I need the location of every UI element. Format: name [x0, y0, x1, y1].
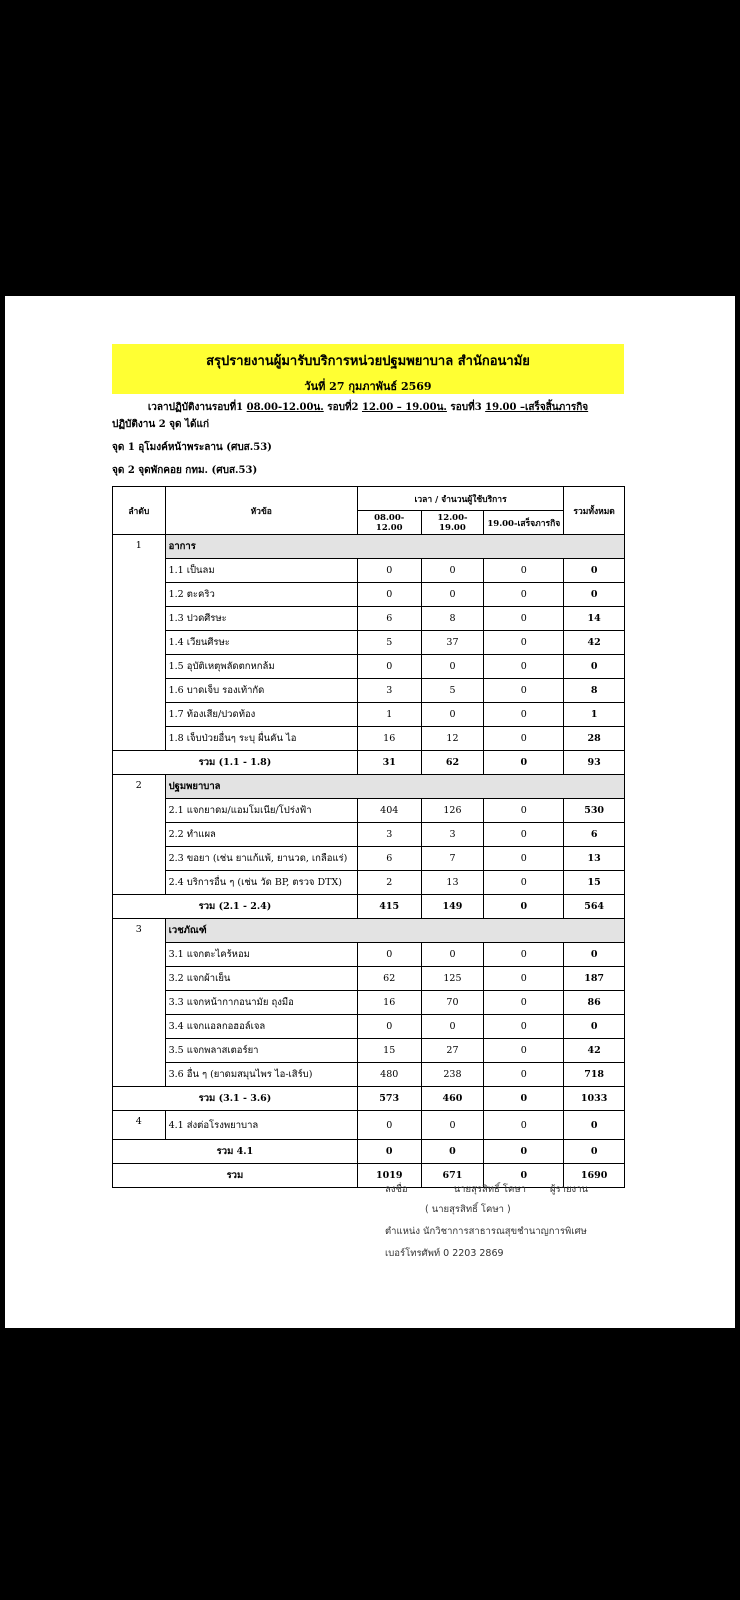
row-value: 27: [421, 1039, 484, 1063]
row-total: 86: [564, 991, 625, 1015]
row-seq: 4: [113, 1111, 166, 1140]
row-total: 28: [564, 727, 625, 751]
subtotal-value: 0: [484, 1087, 564, 1111]
row-value: 0: [484, 871, 564, 895]
subtotal-value: 0: [484, 895, 564, 919]
grand-total-value: 0: [484, 1164, 564, 1188]
report-date: วันที่ 27 กุมภาพันธ์ 2569: [304, 380, 432, 393]
row-value: 0: [484, 1063, 564, 1087]
section-header-row: [113, 775, 625, 799]
row-label: 2.2 ทำแผล: [165, 823, 357, 847]
shift-times: เวลาปฏิบัติงานรอบที่1 08.00-12.00น. รอบที่2 12.00 – 19.00น. รอบที่3 19.00 –เสร็จสิ้นภารกิจ: [147, 402, 589, 413]
row-value: 6: [357, 847, 421, 871]
row-value: 0: [484, 583, 564, 607]
row-total: 187: [564, 967, 625, 991]
header-group: เวลา / จำนวนผู้ใช้บริการ: [357, 487, 563, 511]
row-label: 3.2 แจกผ้าเย็น: [165, 967, 357, 991]
row-label: 1.7 ท้องเสีย/ปวดท้อง: [165, 703, 357, 727]
table-row: [113, 943, 625, 967]
row-value: 0: [484, 1015, 564, 1039]
row-value: 3: [421, 823, 484, 847]
info-line-3: จุด 2 จุดพักคอย กทม. (ศบส.53): [112, 465, 258, 476]
row-value: 0: [484, 631, 564, 655]
table-row: [113, 967, 625, 991]
subtotal-value: 93: [564, 751, 625, 775]
report-table: [112, 486, 625, 1188]
subtotal-label: รวม (3.1 - 3.6): [113, 1087, 358, 1111]
row-value: 480: [357, 1063, 421, 1087]
row-value: 0: [484, 655, 564, 679]
row-seq: 2: [113, 775, 166, 895]
row-total: 8: [564, 679, 625, 703]
subtotal-value: 62: [421, 751, 484, 775]
row-value: 0: [357, 1015, 421, 1039]
row-value: 0: [484, 967, 564, 991]
row-value: 0: [421, 943, 484, 967]
section-title: เวชภัณฑ์: [165, 919, 624, 943]
row-value: 0: [421, 583, 484, 607]
row-total: 13: [564, 847, 625, 871]
row-label: 3.3 แจกหน้ากากอนามัย ถุงมือ: [165, 991, 357, 1015]
row-total: 0: [564, 943, 625, 967]
row-label: 4.1 ส่งต่อโรงพยาบาล: [165, 1111, 357, 1140]
table-row: [113, 1063, 625, 1087]
row-total: 1: [564, 703, 625, 727]
row-total: 42: [564, 631, 625, 655]
info-line-2: จุด 1 อุโมงค์หน้าพระลาน (ศบส.53): [112, 442, 272, 453]
row-total: 14: [564, 607, 625, 631]
row-total: 0: [564, 1111, 625, 1140]
row-value: 0: [421, 703, 484, 727]
grand-total-label: รวม: [113, 1164, 358, 1188]
row-value: 0: [484, 607, 564, 631]
document-page: [5, 296, 735, 1328]
subtotal-value: 0: [421, 1140, 484, 1164]
row-value: 15: [357, 1039, 421, 1063]
row-label: 3.1 แจกตะไคร้หอม: [165, 943, 357, 967]
subtotal-value: 149: [421, 895, 484, 919]
row-total: 718: [564, 1063, 625, 1087]
table-row: [113, 799, 625, 823]
row-value: 0: [484, 823, 564, 847]
table-row: [113, 1111, 625, 1140]
table-row: [113, 583, 625, 607]
row-value: 12: [421, 727, 484, 751]
row-value: 62: [357, 967, 421, 991]
row-value: 0: [357, 1111, 421, 1140]
row-value: 3: [357, 823, 421, 847]
section-title: อาการ: [165, 535, 624, 559]
row-value: 0: [484, 847, 564, 871]
row-value: 0: [484, 727, 564, 751]
row-label: 1.5 อุบัติเหตุพลัดตกหกล้ม: [165, 655, 357, 679]
row-total: 6: [564, 823, 625, 847]
subtotal-value: 0: [484, 1140, 564, 1164]
table-row: [113, 1039, 625, 1063]
subtotal-value: 564: [564, 895, 625, 919]
header-seq: ลำดับ: [113, 487, 166, 535]
report-title: สรุปรายงานผู้มารับบริการหน่วยปฐมพยาบาล สำนักอนามัย: [206, 354, 530, 369]
table-row: [113, 1015, 625, 1039]
section-header-row: [113, 535, 625, 559]
row-total: 530: [564, 799, 625, 823]
subtotal-value: 0: [564, 1140, 625, 1164]
subtotal-row: [113, 1087, 625, 1111]
section-title: ปฐมพยาบาล: [165, 775, 624, 799]
row-label: 3.4 แจกแอลกอฮอล์เจล: [165, 1015, 357, 1039]
table-body: [113, 535, 625, 1188]
grand-total-value: 671: [421, 1164, 484, 1188]
row-value: 16: [357, 727, 421, 751]
row-value: 8: [421, 607, 484, 631]
row-value: 0: [484, 679, 564, 703]
signer-name-paren: ( นายสุรสิทธิ์ โคษา ): [425, 1204, 511, 1215]
table-row: [113, 823, 625, 847]
row-value: 6: [357, 607, 421, 631]
row-total: 0: [564, 1015, 625, 1039]
table-row: [113, 847, 625, 871]
row-label: 2.1 แจกยาดม/แอมโมเนีย/โปร่งฟ้า: [165, 799, 357, 823]
subtotal-value: 31: [357, 751, 421, 775]
table-row: [113, 703, 625, 727]
row-value: 0: [357, 559, 421, 583]
subtotal-value: 415: [357, 895, 421, 919]
row-value: 7: [421, 847, 484, 871]
signer-name: นายสุรสิทธิ์ โคษา: [453, 1184, 526, 1195]
row-value: 125: [421, 967, 484, 991]
row-label: 2.4 บริการอื่น ๆ (เช่น วัด BP, ตรวจ DTX): [165, 871, 357, 895]
row-value: 0: [357, 943, 421, 967]
table-row: [113, 559, 625, 583]
info-line-1: ปฏิบัติงาน 2 จุด ได้แก่: [112, 419, 210, 430]
row-value: 5: [421, 679, 484, 703]
signature-line: ลงชื่อ นายสุรสิทธิ์ โคษา ผู้รายงาน: [385, 1184, 589, 1195]
row-value: 3: [357, 679, 421, 703]
header-col1: 08.00-12.00: [357, 511, 421, 535]
row-value: 0: [421, 559, 484, 583]
table-row: [113, 991, 625, 1015]
row-value: 0: [484, 1039, 564, 1063]
row-total: 0: [564, 583, 625, 607]
subtotal-label: รวม 4.1: [113, 1140, 358, 1164]
row-value: 37: [421, 631, 484, 655]
row-label: 1.2 ตะคริว: [165, 583, 357, 607]
row-label: 3.6 อื่น ๆ (ยาดมสมุนไพร ไอ-เสิร์บ): [165, 1063, 357, 1087]
row-value: 0: [484, 559, 564, 583]
subtotal-value: 573: [357, 1087, 421, 1111]
row-label: 2.3 ขอยา (เช่น ยาแก้แพ้, ยานวด, เกลือแร่): [165, 847, 357, 871]
row-value: 2: [357, 871, 421, 895]
row-value: 0: [357, 655, 421, 679]
table-row: [113, 727, 625, 751]
row-label: 3.5 แจกพลาสเตอร์ยา: [165, 1039, 357, 1063]
subtotal-row: [113, 751, 625, 775]
row-value: 0: [484, 703, 564, 727]
signer-position: ตำแหน่ง นักวิชาการสาธารณสุขชำนาญการพิเศษ: [385, 1226, 587, 1237]
subtotal-value: 0: [484, 751, 564, 775]
row-total: 0: [564, 655, 625, 679]
row-label: 1.3 ปวดศีรษะ: [165, 607, 357, 631]
row-value: 0: [357, 583, 421, 607]
title-banner: [112, 344, 624, 394]
grand-total-value: 1690: [564, 1164, 625, 1188]
row-value: 0: [484, 991, 564, 1015]
subtotal-row: [113, 1140, 625, 1164]
row-value: 0: [484, 943, 564, 967]
row-seq: 3: [113, 919, 166, 1087]
grand-total-value: 1019: [357, 1164, 421, 1188]
row-seq: 1: [113, 535, 166, 751]
section-header-row: [113, 919, 625, 943]
header-col3: 19.00-เสร็จภารกิจ: [484, 511, 564, 535]
subtotal-value: 460: [421, 1087, 484, 1111]
row-label: 1.8 เจ็บป่วยอื่นๆ ระบุ ผื่นคัน ไอ: [165, 727, 357, 751]
row-label: 1.4 เวียนศีรษะ: [165, 631, 357, 655]
subtotal-label: รวม (1.1 - 1.8): [113, 751, 358, 775]
table-row: [113, 631, 625, 655]
row-value: 0: [484, 799, 564, 823]
header-topic: หัวข้อ: [165, 487, 357, 535]
row-value: 5: [357, 631, 421, 655]
header-col2: 12.00-19.00: [421, 511, 484, 535]
subtotal-row: [113, 895, 625, 919]
row-label: 1.1 เป็นลม: [165, 559, 357, 583]
row-value: 1: [357, 703, 421, 727]
row-value: 0: [421, 655, 484, 679]
row-value: 404: [357, 799, 421, 823]
row-total: 42: [564, 1039, 625, 1063]
row-total: 0: [564, 559, 625, 583]
row-value: 0: [484, 1111, 564, 1140]
row-value: 0: [421, 1015, 484, 1039]
row-value: 238: [421, 1063, 484, 1087]
signer-phone: เบอร์โทรศัพท์ 0 2203 2869: [385, 1248, 504, 1259]
table-row: [113, 607, 625, 631]
row-value: 13: [421, 871, 484, 895]
row-value: 126: [421, 799, 484, 823]
row-total: 15: [564, 871, 625, 895]
subtotal-label: รวม (2.1 - 2.4): [113, 895, 358, 919]
row-value: 70: [421, 991, 484, 1015]
row-value: 16: [357, 991, 421, 1015]
header-total: รวมทั้งหมด: [564, 487, 625, 535]
subtotal-value: 0: [357, 1140, 421, 1164]
table-row: [113, 655, 625, 679]
row-label: 1.6 บาดเจ็บ รองเท้ากัด: [165, 679, 357, 703]
table-row: [113, 871, 625, 895]
subtotal-value: 1033: [564, 1087, 625, 1111]
row-value: 0: [421, 1111, 484, 1140]
table-row: [113, 679, 625, 703]
